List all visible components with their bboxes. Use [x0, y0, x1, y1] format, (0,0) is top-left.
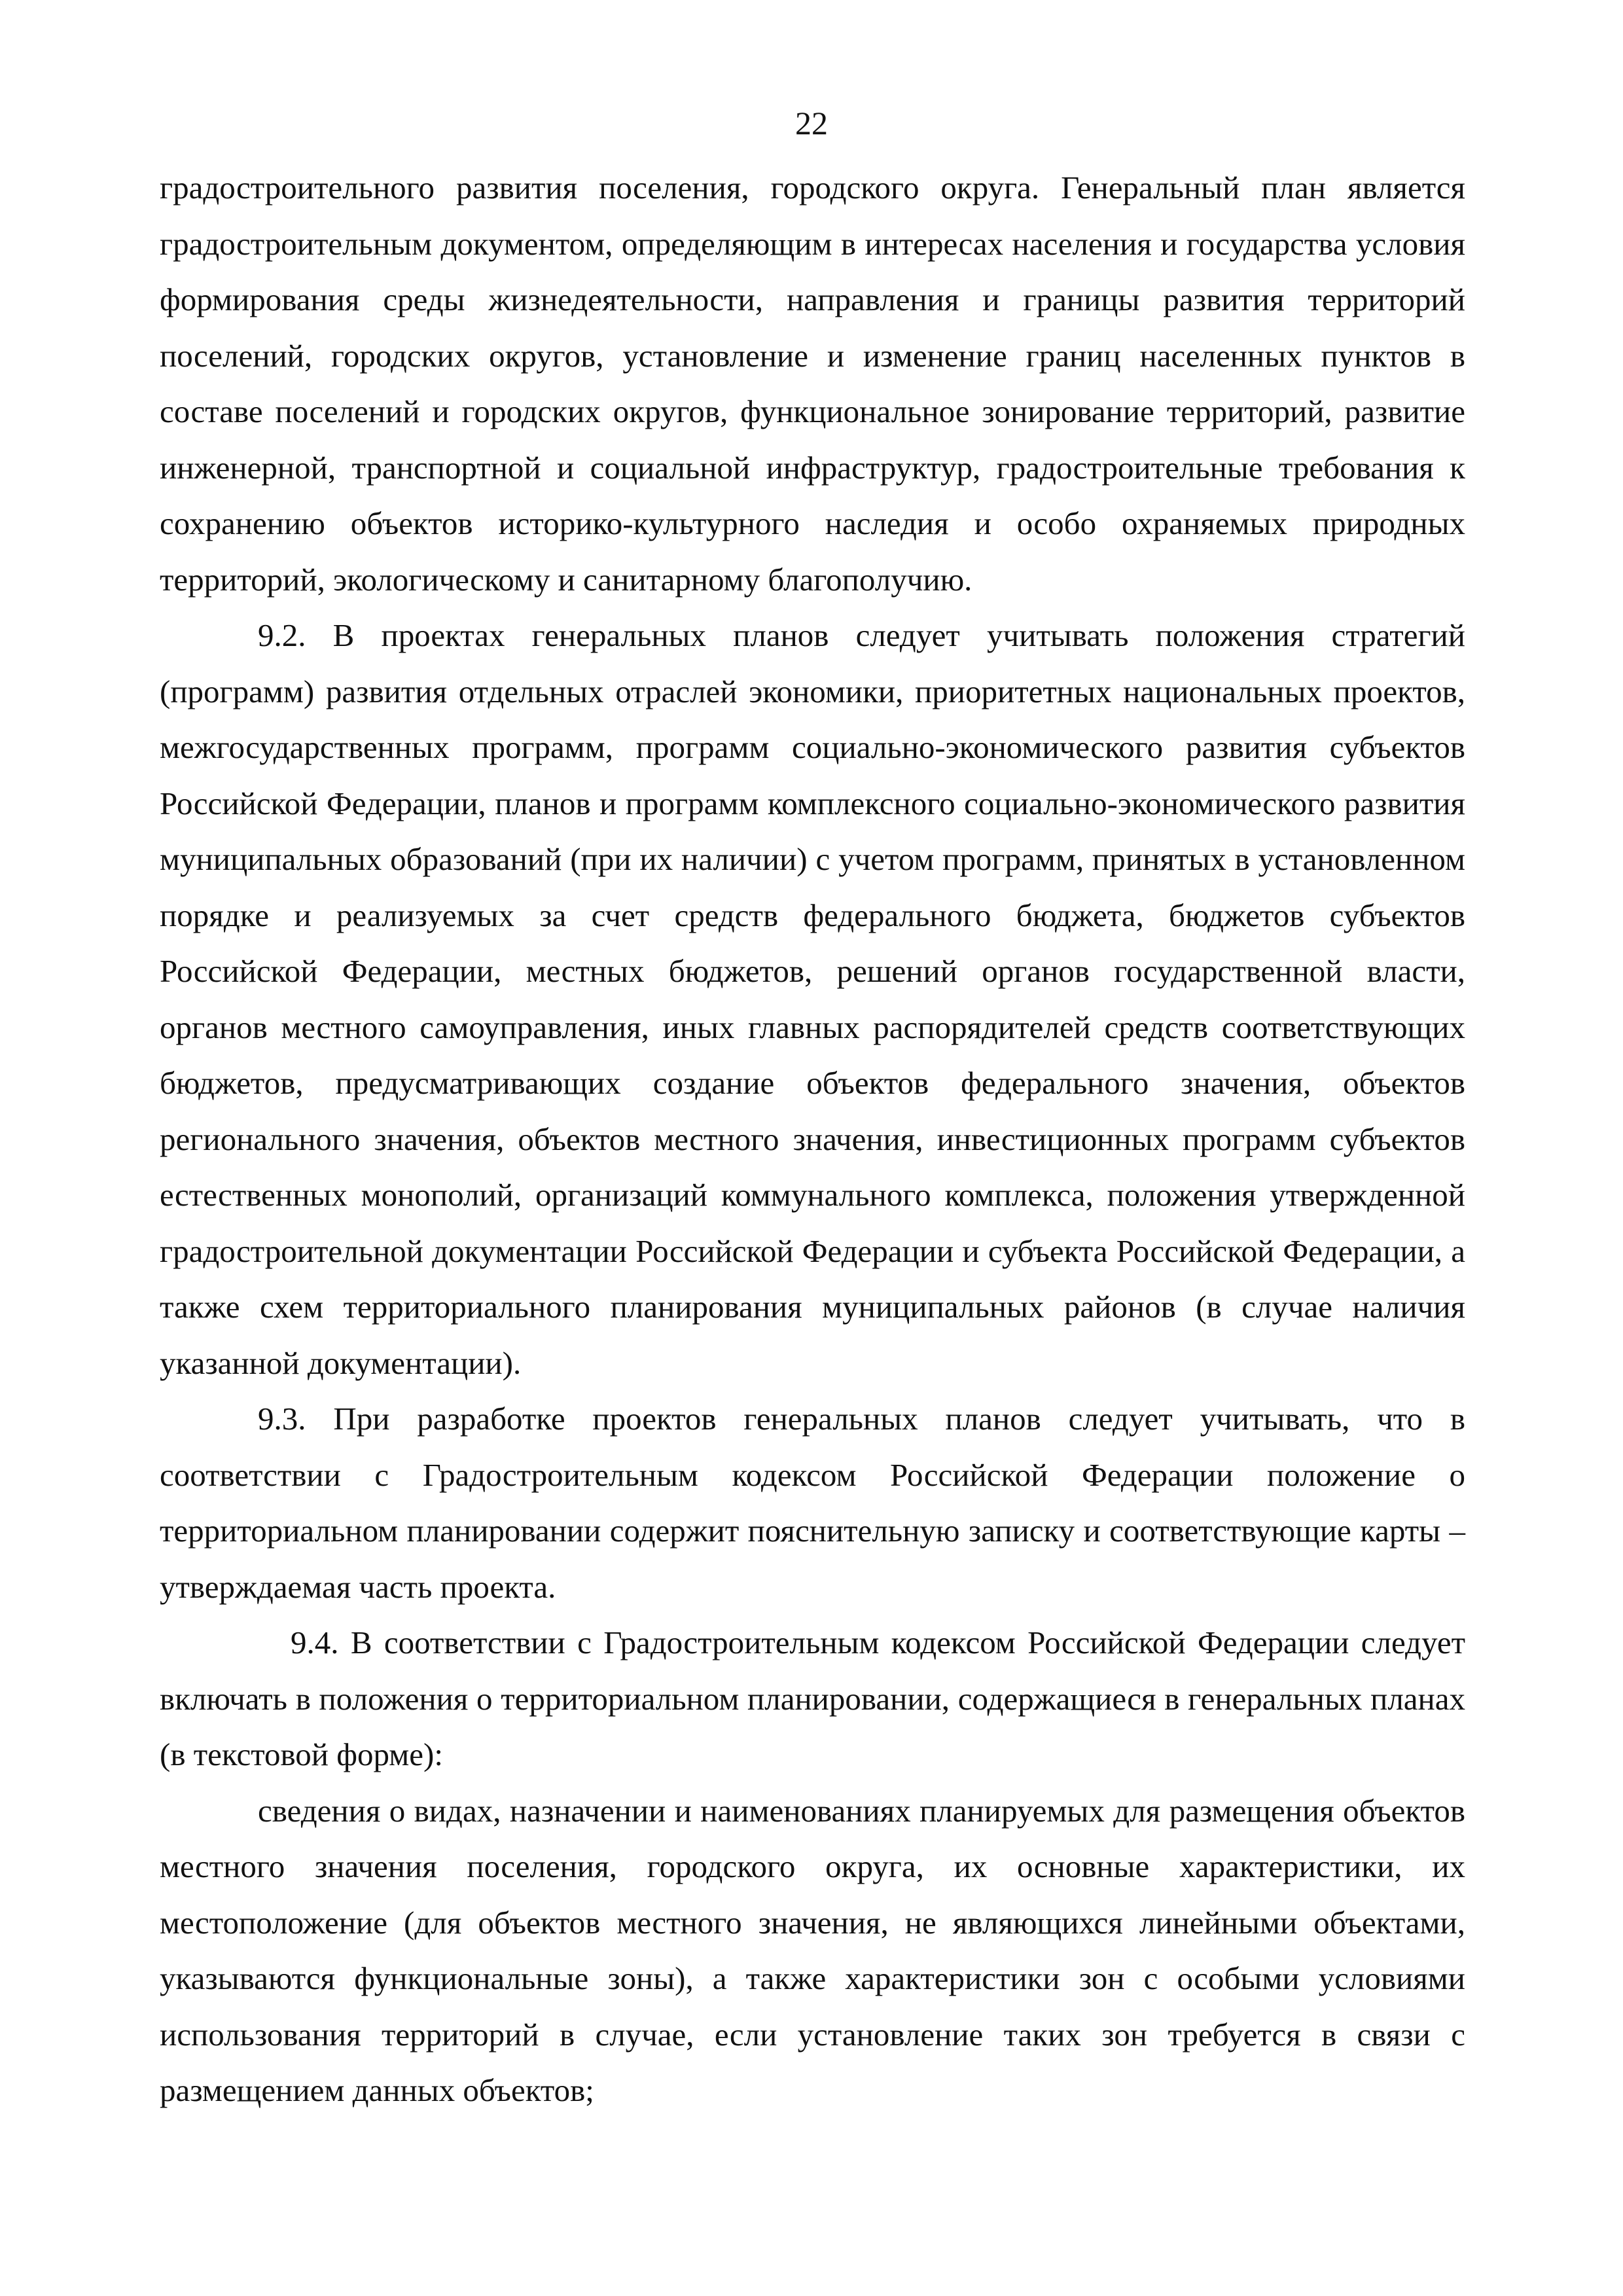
document-body	[160, 160, 1465, 2119]
list-item-info-local-objects: сведения о видах, назначении и наименованиях планируемых для размещения объектов местного значения поселения, городского округа, их основные характеристики, их местоположение (для объектов местного значения, не являющихся линейными объектами, указываются функциональные зоны), а также характеристики зон с особыми условиями использования территорий в случае, если установление таких зон требуется в связи с размещением данных объектов;	[160, 1792, 1465, 2108]
paragraph-9-4: 9.4. В соответствии с Градостроительным кодексом Российской Федерации следует включать в положения о территориальном планировании, содержащиеся в генеральных планах (в текстовой форме):	[160, 1624, 1465, 1772]
page-number: 22	[795, 105, 828, 141]
paragraph-continuation: градостроительного развития поселения, городского округа. Генеральный план является градостроительным документом, определяющим в интересах населения и государства условия формирования среды жизнедеятельности, направления и границы развития территорий поселений, городских округов, установление и изменение границ населенных пунктов в составе поселений и городских округов, функциональное зонирование территорий, развитие инженерной, транспортной и социальной инфраструктур, градостроительные требования к сохранению объектов историко-культурного наследия и особо охраняемых природных территорий, экологическому и санитарному благополучию.	[160, 170, 1465, 598]
paragraph-9-3: 9.3. При разработке проектов генеральных планов следует учитывать, что в соответствии с Градостроительным кодексом Российской Федерации положение о территориальном планировании содержит пояснительную записку и соответствующие карты – утверждаемая часть проекта.	[160, 1401, 1465, 1605]
paragraph-9-2: 9.2. В проектах генеральных планов следует учитывать положения стратегий (программ) развития отдельных отраслей экономики, приоритетных национальных проектов, межгосударственных программ, программ социально-экономического развития субъектов Российской Федерации, планов и программ комплексного социально-экономического развития муниципальных образований (при их наличии) с учетом программ, принятых в установленном порядке и реализуемых за счет средств федерального бюджета, бюджетов субъектов Российской Федерации, местных бюджетов, решений органов государственной власти, органов местного самоуправления, иных главных распорядителей средств соответствующих бюджетов, предусматривающих создание объектов федерального значения, объектов регионального значения, объектов местного значения, инвестиционных программ субъектов естественных монополий, организаций коммунального комплекса, положения утвержденной градостроительной документации Российской Федерации и субъекта Российской Федерации, а также схем территориального планирования муниципальных районов (в случае наличия указанной документации).	[160, 617, 1465, 1381]
